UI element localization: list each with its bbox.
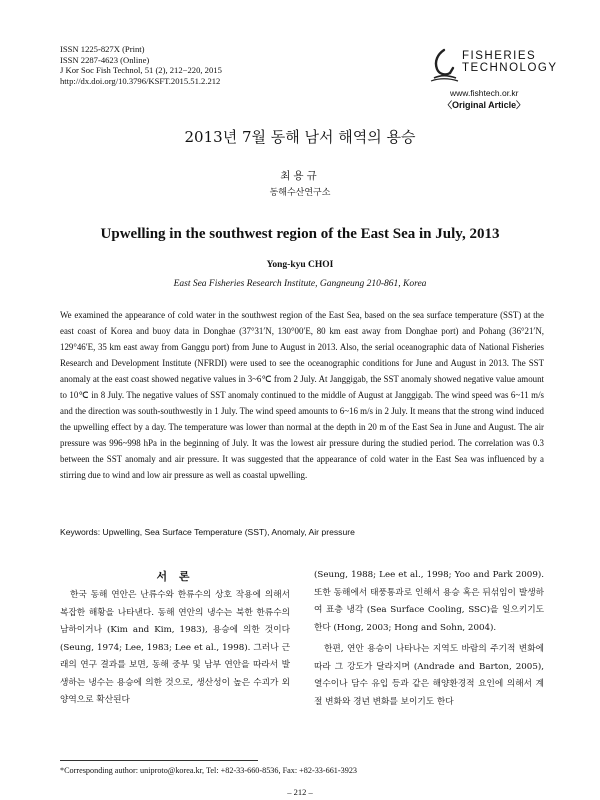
korean-author: 최용규 bbox=[280, 170, 320, 182]
article-type: 〈Original Article〉 bbox=[443, 100, 526, 110]
fish-hook-logo-icon bbox=[428, 48, 460, 82]
logo-line-1: FISHERIES bbox=[462, 50, 537, 62]
corresponding-author-footnote: *Corresponding author: uniproto@korea.kr, Tel: +82-33-660-8536, Fax: +82-33-661-3923 bbox=[60, 766, 358, 775]
doi-link[interactable]: http://dx.doi.org/10.3796/KSFT.2015.51.2.212 bbox=[60, 75, 221, 86]
korean-title: 2013년 7월 동해 남서 해역의 용승 bbox=[184, 128, 416, 146]
english-title: Upwelling in the southwest region of the East Sea in July, 2013 bbox=[100, 226, 500, 242]
korean-affiliation: 동해수산연구소 bbox=[269, 188, 331, 198]
intro-right-column bbox=[314, 567, 544, 711]
intro-right-paragraph-2: 한편, 연안 용승이 나타나는 지역도 바람의 주기적 변화에 따라 그 강도가 달라지며 (Andrade and Barton, 2005), 열수이나 담수 유입 등과 같은 해양환경적 요인에 의해서 계절 변화와 경년 변화를 보이기도 한다 bbox=[314, 644, 544, 707]
page-number: – 212 – bbox=[287, 787, 313, 797]
english-author: Yong-kyu CHOI bbox=[266, 260, 334, 270]
journal-logo-text bbox=[462, 50, 558, 74]
issn-online: ISSN 2287-4623 (Online) bbox=[60, 54, 150, 65]
keywords: Keywords: Upwelling, Sea Surface Temperature (SST), Anomaly, Air pressure bbox=[60, 527, 355, 537]
intro-right-paragraph-1: (Seung, 1988; Lee et al., 1998; Yoo and Park 2009). 또한 동해에서 태풍통과로 인해서 용승 혹은 뒤섞임이 발생하여 표층 냉각 (Sea Surface Cooling, SSC)을 일으키기도 한다 (Hong, 2003; Hong and Sohn, 2004). bbox=[314, 570, 544, 633]
abstract: We examined the appearance of cold water in the southwest region of the East Sea, based on the sea surface temperature (SST) at the east coast of Korea and buoy data in Donghae (37°31′N, 130°00′E, 80 km east away from Donghae port) and Pohang (36°21′N, 129°46′E, 35 km east away from Ganggu port) from June to August in 2013. Also, the serial oceanographic data of National Fisheries Research and Development Institute (NFRDI) were used to see the oceanographic conditions for June and August in 2013. The SST anomaly at the east coast showed negative values in 3~6℃ from 2 July. At Janggigab, the SST anomaly showed negative value amount to 10℃ in 8 July. The negative values of SST anomaly continued to the middle of August at Janggigab. The wind speed was 6~11 m/s and the direction was south-southwestly in 1 July. The wind speed amounts to 6~16 m/s in 2 July. It means that the strong wind induced the upwelling effect by a day. The temperature was lower than normal at the depth in 20 m of the East Sea in June and August. The air pressure was 996~998 hPa in the beginning of July. It was the lowest air pressure during the studied period. The correlation was 0.3 between the SST anomaly and air pressure. It was suggested that the appearance of cold water in the East Sea was influenced by a stirring due to wind and low air pressure as well as coastal upwelling. bbox=[60, 310, 544, 480]
section-heading-introduction: 서 론 bbox=[156, 570, 194, 583]
citation: J Kor Soc Fish Technol, 51 (2), 212−220, 2015 bbox=[60, 65, 222, 75]
english-affiliation: East Sea Fisheries Research Institute, Gangneung 210-861, Korea bbox=[173, 279, 427, 289]
header-info bbox=[60, 44, 222, 86]
footnote-divider bbox=[60, 760, 258, 761]
journal-url[interactable]: www.fishtech.or.kr bbox=[450, 88, 519, 98]
logo-line-2: TECHNOLOGY bbox=[462, 62, 558, 74]
intro-left-paragraph: 한국 동해 연안은 난류수와 한류수의 상호 작용에 의해서 복잡한 해황을 나타낸다. 동해 연안의 냉수는 북한 한류수의 남하이거나 (Kim and Kim, 1983), 용승에 의한 것이다 (Seung, 1974; Lee, 1983; Lee et al., 1998). 그러나 근래의 연구 결과를 보면, 동해 중부 및 남부 연안을 따라서 발생하는 냉수는 용승에 의한 것으로, 생산성이 높은 수괴가 외양역으로 확산된다 bbox=[60, 590, 290, 705]
journal-logo bbox=[428, 48, 558, 84]
issn-print: ISSN 1225-827X (Print) bbox=[60, 44, 145, 54]
